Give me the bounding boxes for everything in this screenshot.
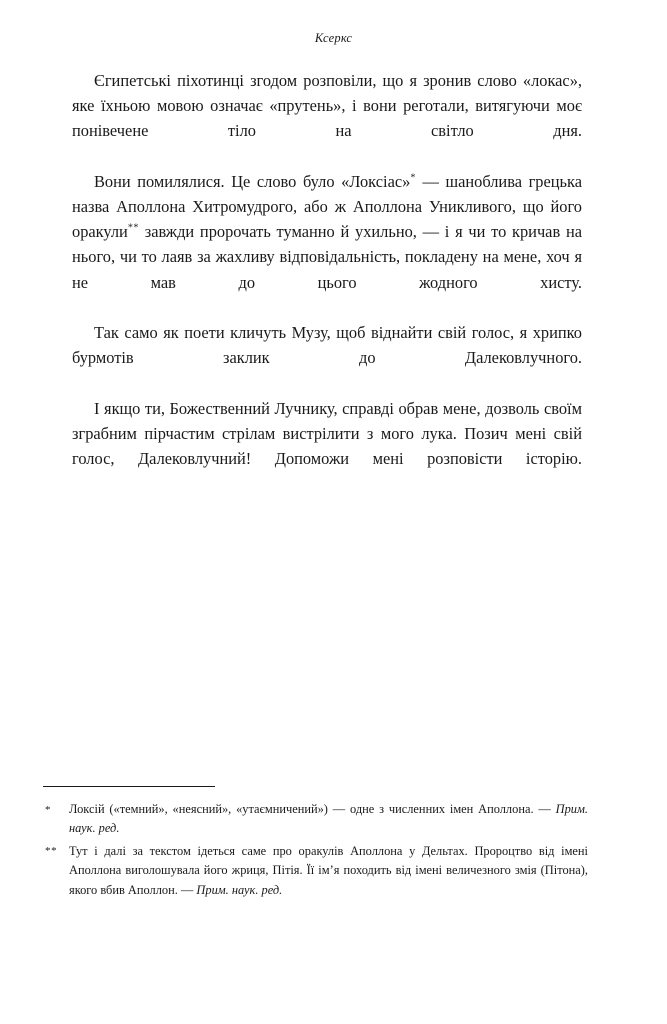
footnote-marker: **	[45, 845, 58, 858]
footnote-separator-rule	[43, 786, 215, 787]
italic-text: Прим. наук. ред.	[196, 882, 283, 897]
footnote-reference-marker[interactable]: *	[410, 172, 416, 184]
footnote-item	[43, 800, 588, 839]
footnote-section	[43, 786, 588, 903]
paragraph-3: Так само як поети кличуть Музу, щоб віднайти свій голос, я хрипко бурмотів заклик до Далековлучного.	[72, 323, 582, 368]
footnote-reference-marker[interactable]: **	[127, 222, 139, 234]
footnote-text: Тут і далі за текстом ідеться саме про оракулів Аполлона у Дельтах. Пророцтво від імені Аполлона виголошувала його жриця, Пітія. Її ім’я походить від імені величезного змія (Пітона), якого вбив Аполлон. — Прим. наук. ред.	[69, 843, 588, 897]
body-text-block	[72, 68, 582, 496]
paragraph-4: І якщо ти, Божественний Лучнику, справді обрав мене, дозволь своїм зграбним пірчастим стрілам вистрілити з мого лука. Позич мені свій голос, Далековлучний! Допоможи мені розповісти історію.	[72, 398, 582, 469]
italic-text: Прим. наук. ред.	[69, 802, 588, 836]
paragraph-2: Вони помилялися. Це слово було «Локсіас»* — шаноблива грецька назва Аполлона Хитромудрого, або ж Аполлона Уникливого, що його оракули** завжди пророчать туманно й ухильно, — і я чи то кричав на нього, чи то лаяв за жахливу відповідальність, покладену на мене, хоч я не мав до цього жодного хисту.	[72, 171, 583, 292]
footnote-text: Локсій («темний», «неясний», «утаємничений») — одне з численних імен Аполлона. — Прим. наук. ред.	[69, 802, 588, 836]
running-head: Ксеркс	[314, 31, 353, 45]
paragraph-1: Єгипетські піхотинці згодом розповіли, що я зронив слово «локас», яке їхньою мовою означає «прутень», і вони реготали, витягуючи моє понівечене тіло на світло дня.	[72, 71, 582, 141]
footnote-item	[43, 842, 588, 900]
footnote-marker: *	[45, 803, 52, 816]
